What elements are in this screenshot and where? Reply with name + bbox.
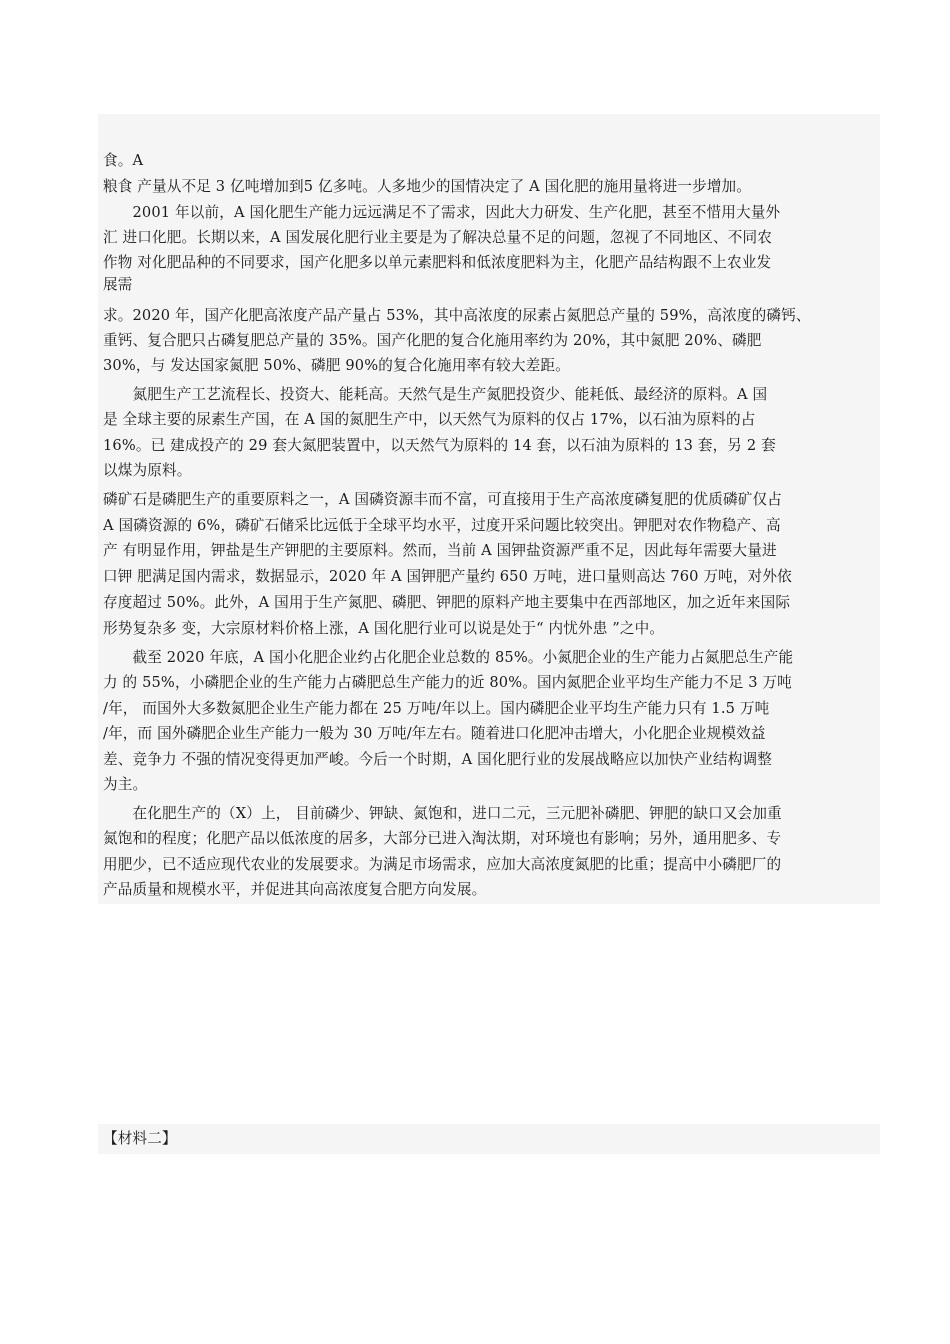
text-line: 为主。 (103, 776, 148, 793)
text-line: /年， 而国外大多数氮肥企业生产能力都在 25 万吨/年以上。国内磷肥企业平均生产能力只有 1.5 万吨 (103, 700, 770, 717)
text-line: 粮食 产量从不足 3 亿吨增加到5 亿多吨。人多地少的国情决定了 A 国化肥的施用量将进一步增加。 (103, 178, 752, 195)
text-line: 在化肥生产的（X）上， 目前磷少、钾缺、氮饱和，进口二元，三元肥补磷肥、钾肥的缺口又会加重 (103, 805, 782, 822)
text-line: 氮饱和的程度；化肥产品以低浓度的居多，大部分已进入淘汰期，对环境也有影响；另外，通用肥多、专 (103, 830, 782, 847)
text-line: 存度超过 50%。此外，A 国用于生产氮肥、磷肥、钾肥的原料产地主要集中在西部地区，加之近年来国际 (103, 594, 791, 611)
text-line: 食。A (103, 152, 144, 169)
text-line: 口钾 肥满足国内需求，数据显示，2020 年 A 国钾肥产量约 650 万吨，进口量则高达 760 万吨，对外依 (103, 568, 792, 585)
text-line: 差、竞争力 不强的情况变得更加严峻。今后一个时期，A 国化肥行业的发展战略应以加快产业结构调整 (103, 751, 772, 768)
text-line: 氮肥生产工艺流程长、投资大、能耗高。天然气是生产氮肥投资少、能耗低、最经济的原料。A 国 (103, 386, 768, 403)
text-line: 力 的 55%，小磷肥企业的生产能力占磷肥总生产能力的近 80%。国内氮肥企业平均生产能力不足 3 万吨 (103, 674, 792, 691)
text-line: 产品质量和规模水平，并促进其向高浓度复合肥方向发展。 (103, 881, 487, 898)
text-line: 重钙、复合肥只占磷复肥总产量的 35%。国产化肥的复合化施用率约为 20%，其中氮肥 20%、磷肥 (103, 332, 762, 349)
text-line: /年，而 国外磷肥企业生产能力一般为 30 万吨/年左右。随着进口化肥冲击增大，小化肥企业规模效益 (103, 725, 766, 742)
text-line: 是 全球主要的尿素生产国，在 A 国的氮肥生产中，以天然气为原料的仅占 17%，以石油为原料的占 (103, 411, 756, 428)
text-line: 30%，与 发达国家氮肥 50%、磷肥 90%的复合化施用率有较大差距。 (103, 357, 570, 374)
text-line: 16%。已 建成投产的 29 套大氮肥装置中，以天然气为原料的 14 套，以石油为原料的 13 套，另 2 套 (103, 437, 776, 454)
section-heading-block (98, 1124, 880, 1154)
text-line: 用肥少，已不适应现代农业的发展要求。为满足市场需求，应加大高浓度氮肥的比重；提高中小磷肥厂的 (103, 856, 782, 873)
text-line: 作物 对化肥品种的不同要求，国产化肥多以单元素肥料和低浓度肥料为主，化肥产品结构跟不上农业发 (103, 254, 772, 271)
text-line: 产 有明显作用，钾盐是生产钾肥的主要原料。然而，当前 A 国钾盐资源严重不足，因此每年需要大量进 (103, 542, 777, 559)
passage-block (98, 114, 880, 904)
text-line: 截至 2020 年底，A 国小化肥企业约占化肥企业总数的 85%。小氮肥企业的生产能力占氮肥总生产能 (103, 649, 794, 666)
text-line: 磷矿石是磷肥生产的重要原料之一，A 国磷资源丰而不富，可直接用于生产高浓度磷复肥的优质磷矿仅占 (103, 491, 782, 508)
text-line: 形势复杂多 变，大宗原材料价格上涨，A 国化肥行业可以说是处于“ 内忧外患 ”之中。 (103, 620, 665, 637)
section-heading: 【材料二】 (103, 1130, 177, 1147)
text-line: 以煤为原料。 (103, 462, 192, 479)
text-line: 求。2020 年，国产化肥高浓度产品产量占 53%，其中高浓度的尿素占氮肥总产量的 59%，高浓度的磷钙、 (103, 307, 811, 324)
text-line: A 国磷资源的 6%，磷矿石储采比远低于全球平均水平，过度开采问题比较突出。钾肥对农作物稳产、高 (103, 517, 781, 534)
text-line: 汇 进口化肥。长期以来，A 国发展化肥行业主要是为了解决总量不足的问题，忽视了不同地区、不同农 (103, 229, 772, 246)
text-line: 2001 年以前，A 国化肥生产能力远远满足不了需求，因此大力研发、生产化肥，甚至不惜用大量外 (103, 204, 781, 221)
text-line: 展需 (103, 276, 133, 293)
